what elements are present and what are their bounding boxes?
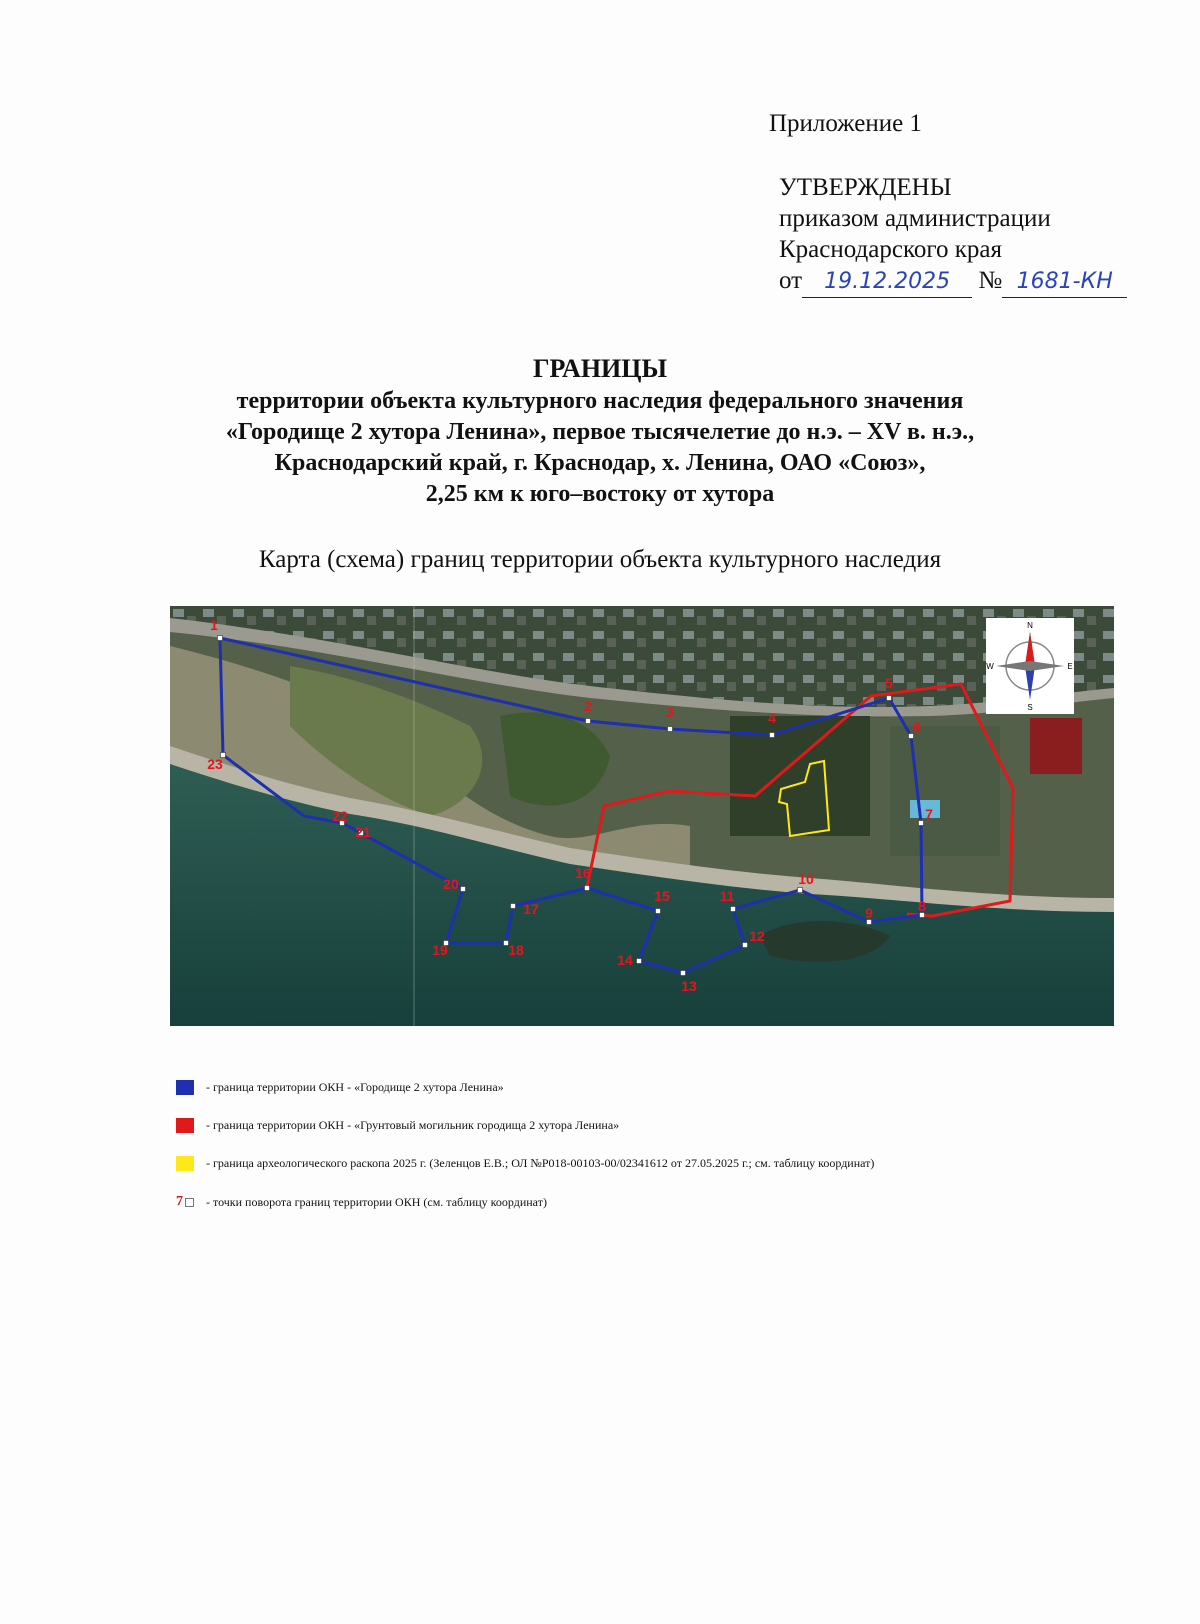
boundary-point-10 xyxy=(798,888,803,893)
boundary-point-label-21: 21 xyxy=(355,824,371,840)
compass-s: S xyxy=(1027,703,1033,712)
yellow-swatch xyxy=(176,1156,194,1171)
boundary-point-label-17: 17 xyxy=(523,901,539,917)
legend-item-red xyxy=(176,1118,619,1133)
boundary-point-15 xyxy=(656,909,661,914)
boundary-point-label-10: 10 xyxy=(798,871,814,887)
legend-item-points xyxy=(176,1194,547,1210)
approved-date-line xyxy=(779,265,1127,298)
boundary-point-12 xyxy=(743,943,748,948)
number-value: 1681-КН xyxy=(1016,269,1113,294)
date-prefix: от xyxy=(779,267,803,294)
boundary-point-label-7: 7 xyxy=(925,806,933,822)
boundary-point-2 xyxy=(586,719,591,724)
boundary-point-label-8: 8 xyxy=(918,898,926,914)
date-value: 19.12.2025 xyxy=(824,269,951,294)
boundary-point-3 xyxy=(668,727,673,732)
boundary-point-label-15: 15 xyxy=(654,888,670,904)
boundary-point-label-19: 19 xyxy=(432,942,448,958)
legend-item-yellow xyxy=(176,1156,874,1171)
boundary-point-label-14: 14 xyxy=(617,952,633,968)
annex-label: Приложение 1 xyxy=(769,110,922,137)
boundary-point-11 xyxy=(731,907,736,912)
red-swatch xyxy=(176,1118,194,1133)
compass-n: N xyxy=(1027,621,1033,630)
title-line-2: «Городище 2 хутора Ленина», первое тысячелетие до н.э. – XV в. н.э., xyxy=(225,419,975,445)
legend-text-yellow: - граница археологического раскопа 2025 г. (Зеленцов Е.В.; ОЛ №Р018-00103-00/02341612 от 27.05.2025 г.; см. таблицу координат) xyxy=(206,1156,875,1170)
boundary-point-label-3: 3 xyxy=(666,704,674,720)
boundary-point-7 xyxy=(919,821,924,826)
boundary-point-16 xyxy=(585,886,590,891)
approval-stamp xyxy=(779,172,1127,298)
legend-text-points: - точки поворота границ территории ОКН (см. таблицу координат) xyxy=(206,1194,547,1209)
title-line-3: Краснодарский край, г. Краснодар, х. Ленина, ОАО «Союз», xyxy=(274,450,926,476)
point-marker-sample xyxy=(176,1194,206,1210)
boundary-point-label-16: 16 xyxy=(575,865,591,881)
boundary-point-label-12: 12 xyxy=(749,928,765,944)
legend-item-blue xyxy=(176,1080,504,1095)
boundary-map xyxy=(170,606,1114,1026)
blue-swatch xyxy=(176,1080,194,1095)
boundary-point-20 xyxy=(461,887,466,892)
title-heading: ГРАНИЦЫ xyxy=(532,354,668,383)
compass-rose xyxy=(986,618,1074,714)
boundary-point-label-23: 23 xyxy=(207,756,223,772)
title-line-4: 2,25 км к юго–востоку от хутора xyxy=(425,481,775,507)
boundary-point-label-5: 5 xyxy=(885,675,893,691)
boundary-point-1 xyxy=(218,636,223,641)
boundary-point-label-9: 9 xyxy=(865,905,873,921)
approved-line-1: приказом администрации xyxy=(779,205,1051,232)
boundary-point-label-22: 22 xyxy=(332,808,348,824)
boundary-point-17 xyxy=(511,904,516,909)
boundary-point-14 xyxy=(637,959,642,964)
number-prefix: № xyxy=(978,267,1003,294)
boundary-point-label-18: 18 xyxy=(508,942,524,958)
boundary-point-label-20: 20 xyxy=(443,876,459,892)
title-line-1: территории объекта культурного наследия федерального значения xyxy=(236,388,964,414)
boundary-point-4 xyxy=(770,733,775,738)
document-title xyxy=(0,352,1200,510)
legend-text-red: - граница территории ОКН - «Грунтовый могильник городища 2 хутора Ленина» xyxy=(206,1118,620,1132)
boundary-point-label-11: 11 xyxy=(719,888,735,904)
compass-w: W xyxy=(986,662,994,671)
map-caption: Карта (схема) границ территории объекта культурного наследия xyxy=(258,546,942,573)
boundary-point-5 xyxy=(887,696,892,701)
point-sample-label: 7 xyxy=(176,1194,183,1209)
boundary-point-label-1: 1 xyxy=(210,617,218,633)
legend-text-blue: - граница территории ОКН - «Городище 2 хутора Ленина» xyxy=(206,1080,504,1094)
boundary-point-label-4: 4 xyxy=(768,710,776,726)
boundary-point-13 xyxy=(681,971,686,976)
approved-title: УТВЕРЖДЕНЫ xyxy=(779,174,952,201)
compass-e: E xyxy=(1067,662,1073,671)
boundary-point-label-6: 6 xyxy=(913,719,921,735)
boundary-point-label-13: 13 xyxy=(681,978,697,994)
boundary-point-label-2: 2 xyxy=(584,698,592,714)
approved-line-2: Краснодарского края xyxy=(779,236,1002,263)
